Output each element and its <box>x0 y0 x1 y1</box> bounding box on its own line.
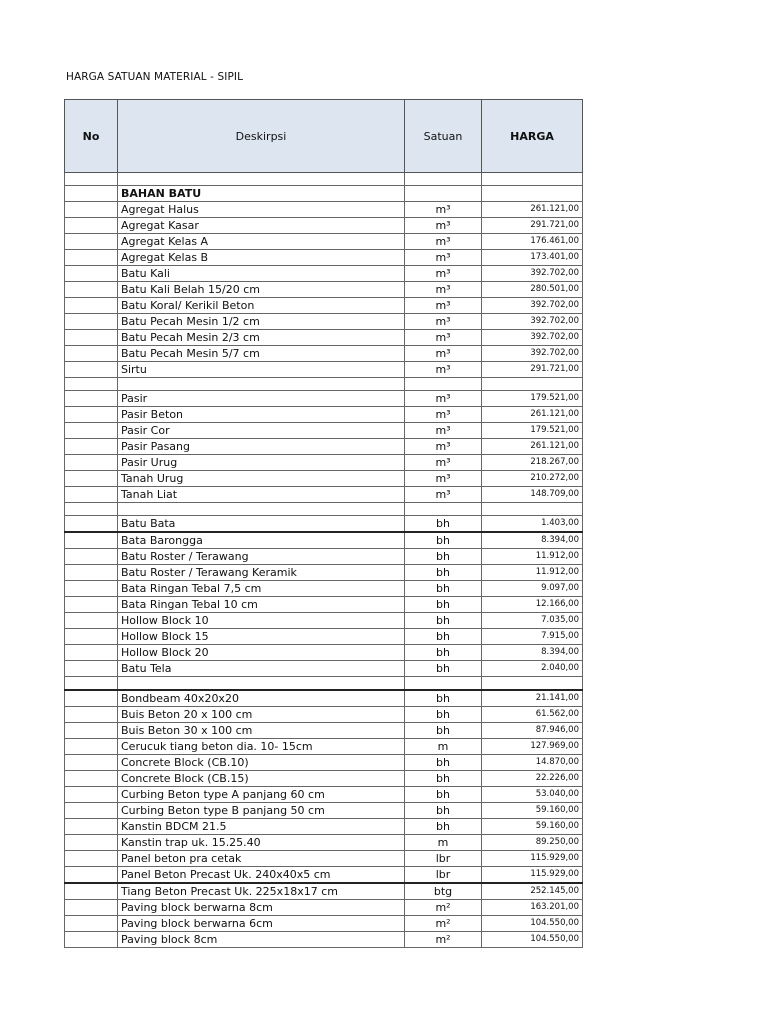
deskripsi-cell: Buis Beton 30 x 100 cm <box>118 723 405 739</box>
deskripsi-cell: BAHAN BATU <box>118 186 405 202</box>
harga-cell <box>482 677 583 691</box>
satuan-cell: m³ <box>405 218 482 234</box>
deskripsi-cell: Pasir Beton <box>118 407 405 423</box>
table-row <box>65 803 583 819</box>
deskripsi-cell: Tanah Liat <box>118 487 405 503</box>
table-row <box>65 282 583 298</box>
satuan-cell <box>405 503 482 516</box>
no-cell <box>65 423 118 439</box>
no-cell <box>65 661 118 677</box>
satuan-cell: m³ <box>405 298 482 314</box>
table-row <box>65 298 583 314</box>
table-row <box>65 661 583 677</box>
satuan-cell: bh <box>405 803 482 819</box>
harga-cell: 280.501,00 <box>482 282 583 298</box>
table-row <box>65 851 583 867</box>
deskripsi-cell: Agregat Kasar <box>118 218 405 234</box>
harga-cell <box>482 173 583 186</box>
harga-cell: 104.550,00 <box>482 932 583 948</box>
no-cell <box>65 565 118 581</box>
deskripsi-cell: Panel beton pra cetak <box>118 851 405 867</box>
table-row <box>65 532 583 549</box>
satuan-cell: bh <box>405 549 482 565</box>
table-body <box>65 173 583 948</box>
no-cell <box>65 330 118 346</box>
harga-cell: 179.521,00 <box>482 423 583 439</box>
harga-cell: 392.702,00 <box>482 298 583 314</box>
satuan-cell: bh <box>405 581 482 597</box>
no-cell <box>65 314 118 330</box>
table-row <box>65 835 583 851</box>
table-header <box>65 100 583 173</box>
table-row <box>65 645 583 661</box>
satuan-cell: m³ <box>405 407 482 423</box>
deskripsi-cell: Pasir Urug <box>118 455 405 471</box>
table-row <box>65 883 583 900</box>
no-cell <box>65 439 118 455</box>
table-row <box>65 471 583 487</box>
no-cell <box>65 690 118 707</box>
harga-cell: 261.121,00 <box>482 202 583 218</box>
table-row <box>65 250 583 266</box>
deskripsi-cell: Kanstin trap uk. 15.25.40 <box>118 835 405 851</box>
deskripsi-cell: Buis Beton 20 x 100 cm <box>118 707 405 723</box>
harga-cell: 115.929,00 <box>482 851 583 867</box>
satuan-cell <box>405 677 482 691</box>
table-row <box>65 266 583 282</box>
satuan-cell: m³ <box>405 391 482 407</box>
satuan-cell: btg <box>405 883 482 900</box>
satuan-cell: m³ <box>405 439 482 455</box>
harga-cell: 115.929,00 <box>482 867 583 884</box>
harga-cell: 127.969,00 <box>482 739 583 755</box>
no-cell <box>65 173 118 186</box>
harga-cell <box>482 378 583 391</box>
satuan-cell: m² <box>405 932 482 948</box>
table-row <box>65 202 583 218</box>
header-harga: HARGA <box>482 100 583 173</box>
no-cell <box>65 234 118 250</box>
no-cell <box>65 407 118 423</box>
deskripsi-cell: Batu Koral/ Kerikil Beton <box>118 298 405 314</box>
satuan-cell: m² <box>405 900 482 916</box>
table-row <box>65 234 583 250</box>
deskripsi-cell: Paving block berwarna 6cm <box>118 916 405 932</box>
satuan-cell: m³ <box>405 330 482 346</box>
harga-cell: 11.912,00 <box>482 549 583 565</box>
satuan-cell <box>405 186 482 202</box>
no-cell <box>65 391 118 407</box>
harga-cell: 261.121,00 <box>482 439 583 455</box>
satuan-cell: m³ <box>405 346 482 362</box>
deskripsi-cell <box>118 503 405 516</box>
satuan-cell: bh <box>405 532 482 549</box>
no-cell <box>65 581 118 597</box>
table-row <box>65 346 583 362</box>
table-row <box>65 439 583 455</box>
deskripsi-cell: Cerucuk tiang beton dia. 10- 15cm <box>118 739 405 755</box>
harga-cell: 104.550,00 <box>482 916 583 932</box>
no-cell <box>65 835 118 851</box>
deskripsi-cell: Batu Pecah Mesin 5/7 cm <box>118 346 405 362</box>
deskripsi-cell: Batu Kali <box>118 266 405 282</box>
table-row <box>65 677 583 691</box>
header-deskripsi: Deskirpsi <box>118 100 405 173</box>
harga-cell: 176.461,00 <box>482 234 583 250</box>
satuan-cell: m³ <box>405 266 482 282</box>
deskripsi-cell: Batu Tela <box>118 661 405 677</box>
no-cell <box>65 613 118 629</box>
satuan-cell: bh <box>405 645 482 661</box>
no-cell <box>65 202 118 218</box>
table-row <box>65 597 583 613</box>
no-cell <box>65 282 118 298</box>
satuan-cell: bh <box>405 755 482 771</box>
deskripsi-cell: Batu Pecah Mesin 1/2 cm <box>118 314 405 330</box>
table-row <box>65 581 583 597</box>
satuan-cell: m³ <box>405 471 482 487</box>
deskripsi-cell: Bata Ringan Tebal 7,5 cm <box>118 581 405 597</box>
no-cell <box>65 851 118 867</box>
satuan-cell: m³ <box>405 362 482 378</box>
deskripsi-cell: Pasir <box>118 391 405 407</box>
satuan-cell: bh <box>405 516 482 533</box>
table-row <box>65 362 583 378</box>
deskripsi-cell: Bondbeam 40x20x20 <box>118 690 405 707</box>
deskripsi-cell: Curbing Beton type B panjang 50 cm <box>118 803 405 819</box>
header-satuan: Satuan <box>405 100 482 173</box>
header-no: No <box>65 100 118 173</box>
satuan-cell: bh <box>405 565 482 581</box>
deskripsi-cell: Agregat Kelas B <box>118 250 405 266</box>
harga-cell: 291.721,00 <box>482 362 583 378</box>
satuan-cell: bh <box>405 613 482 629</box>
no-cell <box>65 266 118 282</box>
deskripsi-cell: Bata Barongga <box>118 532 405 549</box>
price-table <box>64 99 583 948</box>
satuan-cell: m² <box>405 916 482 932</box>
no-cell <box>65 900 118 916</box>
no-cell <box>65 298 118 314</box>
no-cell <box>65 739 118 755</box>
satuan-cell: bh <box>405 787 482 803</box>
satuan-cell: bh <box>405 707 482 723</box>
harga-cell: 1.403,00 <box>482 516 583 533</box>
table-row <box>65 771 583 787</box>
table-row <box>65 565 583 581</box>
table-row <box>65 330 583 346</box>
table-row <box>65 391 583 407</box>
satuan-cell: m³ <box>405 250 482 266</box>
satuan-cell <box>405 173 482 186</box>
no-cell <box>65 362 118 378</box>
satuan-cell: bh <box>405 723 482 739</box>
deskripsi-cell: Batu Pecah Mesin 2/3 cm <box>118 330 405 346</box>
deskripsi-cell: Agregat Kelas A <box>118 234 405 250</box>
harga-cell: 14.870,00 <box>482 755 583 771</box>
harga-cell: 261.121,00 <box>482 407 583 423</box>
harga-cell: 7.915,00 <box>482 629 583 645</box>
harga-cell: 179.521,00 <box>482 391 583 407</box>
table-row <box>65 739 583 755</box>
deskripsi-cell: Concrete Block (CB.15) <box>118 771 405 787</box>
satuan-cell: m <box>405 835 482 851</box>
harga-cell: 61.562,00 <box>482 707 583 723</box>
harga-cell: 252.145,00 <box>482 883 583 900</box>
no-cell <box>65 883 118 900</box>
harga-cell: 2.040,00 <box>482 661 583 677</box>
no-cell <box>65 186 118 202</box>
satuan-cell: m³ <box>405 314 482 330</box>
satuan-cell: m³ <box>405 234 482 250</box>
harga-cell: 8.394,00 <box>482 532 583 549</box>
deskripsi-cell: Curbing Beton type A panjang 60 cm <box>118 787 405 803</box>
satuan-cell: m³ <box>405 282 482 298</box>
satuan-cell: bh <box>405 819 482 835</box>
no-cell <box>65 346 118 362</box>
deskripsi-cell: Hollow Block 20 <box>118 645 405 661</box>
no-cell <box>65 803 118 819</box>
harga-cell: 210.272,00 <box>482 471 583 487</box>
satuan-cell: m <box>405 739 482 755</box>
harga-cell: 392.702,00 <box>482 330 583 346</box>
satuan-cell: bh <box>405 690 482 707</box>
harga-cell: 12.166,00 <box>482 597 583 613</box>
table-row <box>65 516 583 533</box>
table-row <box>65 900 583 916</box>
table-row <box>65 916 583 932</box>
harga-cell: 53.040,00 <box>482 787 583 803</box>
no-cell <box>65 597 118 613</box>
harga-cell: 22.226,00 <box>482 771 583 787</box>
harga-cell: 392.702,00 <box>482 346 583 362</box>
harga-cell: 21.141,00 <box>482 690 583 707</box>
satuan-cell: bh <box>405 661 482 677</box>
no-cell <box>65 503 118 516</box>
satuan-cell: bh <box>405 597 482 613</box>
no-cell <box>65 819 118 835</box>
harga-cell <box>482 186 583 202</box>
satuan-cell: bh <box>405 771 482 787</box>
table-row <box>65 186 583 202</box>
deskripsi-cell: Pasir Pasang <box>118 439 405 455</box>
no-cell <box>65 677 118 691</box>
deskripsi-cell: Tiang Beton Precast Uk. 225x18x17 cm <box>118 883 405 900</box>
no-cell <box>65 250 118 266</box>
no-cell <box>65 471 118 487</box>
satuan-cell: m³ <box>405 455 482 471</box>
no-cell <box>65 487 118 503</box>
deskripsi-cell: Paving block 8cm <box>118 932 405 948</box>
deskripsi-cell: Batu Bata <box>118 516 405 533</box>
deskripsi-cell: Tanah Urug <box>118 471 405 487</box>
no-cell <box>65 723 118 739</box>
table-row <box>65 690 583 707</box>
satuan-cell <box>405 378 482 391</box>
deskripsi-cell: Hollow Block 10 <box>118 613 405 629</box>
harga-cell: 9.097,00 <box>482 581 583 597</box>
deskripsi-cell: Paving block berwarna 8cm <box>118 900 405 916</box>
harga-cell: 173.401,00 <box>482 250 583 266</box>
deskripsi-cell: Sirtu <box>118 362 405 378</box>
deskripsi-cell: Pasir Cor <box>118 423 405 439</box>
deskripsi-cell <box>118 378 405 391</box>
no-cell <box>65 932 118 948</box>
harga-cell: 11.912,00 <box>482 565 583 581</box>
satuan-cell: lbr <box>405 867 482 884</box>
table-row <box>65 549 583 565</box>
no-cell <box>65 645 118 661</box>
document-title: HARGA SATUAN MATERIAL - SIPIL <box>66 71 244 83</box>
no-cell <box>65 916 118 932</box>
table-row <box>65 707 583 723</box>
harga-cell: 59.160,00 <box>482 803 583 819</box>
no-cell <box>65 532 118 549</box>
no-cell <box>65 629 118 645</box>
table-row <box>65 218 583 234</box>
no-cell <box>65 378 118 391</box>
satuan-cell: m³ <box>405 423 482 439</box>
harga-cell: 163.201,00 <box>482 900 583 916</box>
table-row <box>65 423 583 439</box>
table-row <box>65 378 583 391</box>
deskripsi-cell: Kanstin BDCM 21.5 <box>118 819 405 835</box>
harga-cell: 392.702,00 <box>482 314 583 330</box>
table-row <box>65 819 583 835</box>
satuan-cell: m³ <box>405 487 482 503</box>
deskripsi-cell: Batu Roster / Terawang Keramik <box>118 565 405 581</box>
harga-cell <box>482 503 583 516</box>
no-cell <box>65 755 118 771</box>
deskripsi-cell: Bata Ringan Tebal 10 cm <box>118 597 405 613</box>
table-row <box>65 932 583 948</box>
table-row <box>65 787 583 803</box>
deskripsi-cell <box>118 677 405 691</box>
table-row <box>65 755 583 771</box>
table-row <box>65 867 583 884</box>
deskripsi-cell: Hollow Block 15 <box>118 629 405 645</box>
no-cell <box>65 787 118 803</box>
table-row <box>65 173 583 186</box>
no-cell <box>65 455 118 471</box>
harga-cell: 87.946,00 <box>482 723 583 739</box>
no-cell <box>65 771 118 787</box>
satuan-cell: m³ <box>405 202 482 218</box>
harga-cell: 291.721,00 <box>482 218 583 234</box>
no-cell <box>65 218 118 234</box>
table-row <box>65 723 583 739</box>
table-row <box>65 487 583 503</box>
table-row <box>65 407 583 423</box>
deskripsi-cell: Agregat Halus <box>118 202 405 218</box>
harga-cell: 89.250,00 <box>482 835 583 851</box>
satuan-cell: bh <box>405 629 482 645</box>
table-row <box>65 613 583 629</box>
table-row <box>65 314 583 330</box>
no-cell <box>65 707 118 723</box>
harga-cell: 7.035,00 <box>482 613 583 629</box>
table-row <box>65 503 583 516</box>
deskripsi-cell: Batu Kali Belah 15/20 cm <box>118 282 405 298</box>
table-row <box>65 455 583 471</box>
satuan-cell: lbr <box>405 851 482 867</box>
deskripsi-cell: Concrete Block (CB.10) <box>118 755 405 771</box>
table-row <box>65 629 583 645</box>
no-cell <box>65 516 118 533</box>
deskripsi-cell: Batu Roster / Terawang <box>118 549 405 565</box>
harga-cell: 392.702,00 <box>482 266 583 282</box>
deskripsi-cell: Panel Beton Precast Uk. 240x40x5 cm <box>118 867 405 884</box>
no-cell <box>65 867 118 884</box>
harga-cell: 218.267,00 <box>482 455 583 471</box>
harga-cell: 8.394,00 <box>482 645 583 661</box>
no-cell <box>65 549 118 565</box>
harga-cell: 59.160,00 <box>482 819 583 835</box>
harga-cell: 148.709,00 <box>482 487 583 503</box>
deskripsi-cell <box>118 173 405 186</box>
